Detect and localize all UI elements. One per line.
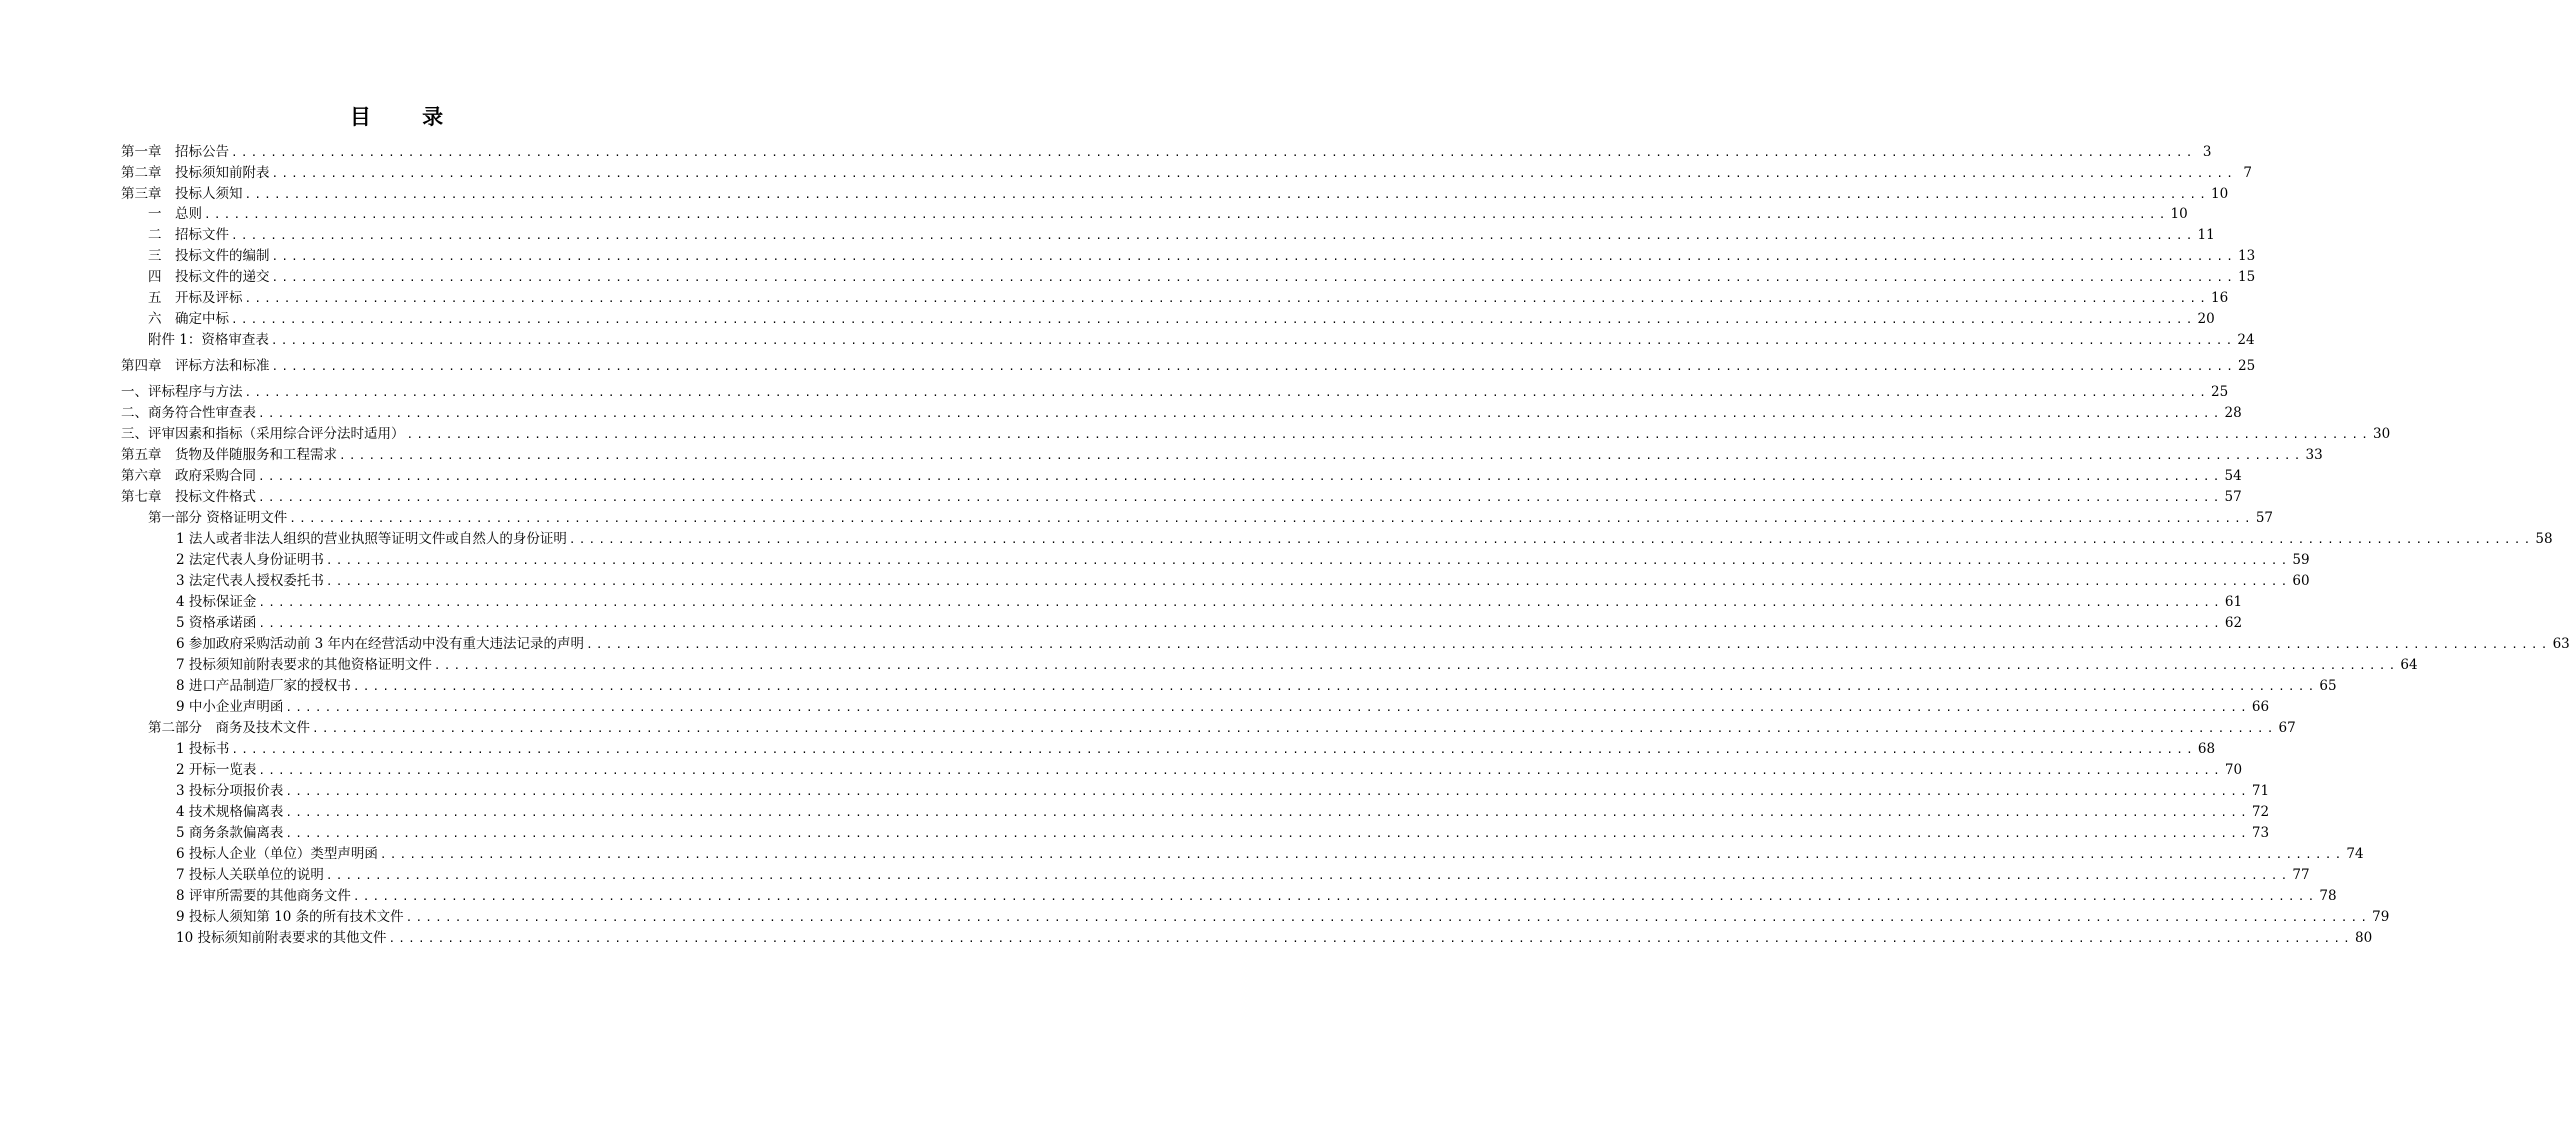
- toc-entry[interactable]: [176, 760, 2243, 780]
- dot-leader: ........................................................................................................................................................................................................: [352, 890, 2318, 903]
- toc-entry-label: 第一章 招标公告: [121, 144, 229, 160]
- toc-entry-page-number: 68: [2197, 741, 2216, 757]
- toc-entry[interactable]: [121, 487, 2242, 507]
- dot-leader: ........................................................................................................................................................................................................: [405, 911, 2371, 924]
- toc-entry-page-number: 67: [2278, 720, 2296, 736]
- dot-leader: ........................................................................................................................................................................................................: [258, 596, 2223, 609]
- toc-entry-page-number: 58: [2535, 531, 2553, 547]
- toc-entry-page-number: 15: [2238, 269, 2256, 285]
- dot-leader: ........................................................................................................................................................................................................: [258, 491, 2223, 504]
- toc-entry-page-number: 77: [2292, 867, 2310, 883]
- toc-entry[interactable]: [148, 330, 2255, 350]
- toc-entry-label: 9 中小企业声明函: [176, 699, 284, 715]
- toc-entry[interactable]: [121, 184, 2229, 204]
- dot-leader: ........................................................................................................................................................................................................: [568, 533, 2534, 546]
- toc-entry-label: 四 投标文件的递交: [148, 269, 270, 285]
- toc-entry-page-number: 63: [2552, 636, 2570, 652]
- toc-entry[interactable]: [176, 907, 2390, 927]
- toc-entry[interactable]: [148, 508, 2273, 528]
- toc-entry-label: 1 投标书: [176, 741, 230, 757]
- dot-leader: ........................................................................................................................................................................................................: [285, 701, 2250, 714]
- dot-leader: ........................................................................................................................................................................................................: [339, 449, 2304, 462]
- dot-leader: ........................................................................................................................................................................................................: [285, 806, 2250, 819]
- toc-entry[interactable]: [176, 928, 2373, 948]
- dot-leader: ........................................................................................................................................................................................................: [285, 785, 2250, 798]
- toc-entry-page-number: 71: [2251, 783, 2270, 799]
- toc-entry-label: 一、评标程序与方法: [121, 384, 243, 400]
- toc-entry-label: 10 投标须知前附表要求的其他文件: [176, 930, 387, 946]
- toc-entry-page-number: 79: [2372, 909, 2390, 925]
- toc-entry-page-number: 30: [2373, 426, 2391, 442]
- toc-entry[interactable]: [148, 204, 2188, 224]
- toc-entry-page-number: 70: [2224, 762, 2243, 778]
- toc-entry-label: 5 商务条款偏离表: [176, 825, 284, 841]
- toc-entry-label: 第七章 投标文件格式: [121, 489, 256, 505]
- toc-entry-page-number: 20: [2197, 311, 2215, 327]
- toc-entry-page-number: 62: [2224, 615, 2243, 631]
- toc-entry-label: 第五章 货物及伴随服务和工程需求: [121, 447, 337, 463]
- toc-entry-page-number: 57: [2224, 489, 2242, 505]
- toc-entry[interactable]: [121, 142, 2212, 162]
- dot-leader: ........................................................................................................................................................................................................: [270, 334, 2236, 347]
- dot-leader: ........................................................................................................................................................................................................: [325, 554, 2291, 567]
- toc-entry[interactable]: [148, 288, 2229, 308]
- toc-entry[interactable]: [176, 697, 2270, 717]
- toc-entry-page-number: 57: [2255, 510, 2273, 526]
- toc-entry-label: 六 确定中标: [148, 311, 229, 327]
- toc-entry-label: 二、商务符合性审查表: [121, 405, 256, 421]
- toc-entry[interactable]: [176, 739, 2216, 759]
- toc-entry-page-number: 60: [2292, 573, 2310, 589]
- toc-entry-label: 9 投标人须知第 10 条的所有技术文件: [176, 909, 404, 925]
- toc-entry-page-number: 80: [2355, 930, 2373, 946]
- dot-leader: ........................................................................................................................................................................................................: [244, 292, 2210, 305]
- toc-entry-page-number: 13: [2238, 248, 2256, 264]
- toc-entry-page-number: 64: [2400, 657, 2418, 673]
- toc-entry-page-number: 54: [2224, 468, 2242, 484]
- toc-entry[interactable]: [176, 865, 2310, 885]
- dot-leader: ........................................................................................................................................................................................................: [271, 167, 2237, 180]
- toc-entry-label: 附件 1：资格审查表: [148, 332, 269, 348]
- toc-entry[interactable]: [121, 466, 2242, 486]
- toc-entry[interactable]: [176, 529, 2553, 549]
- toc-entry[interactable]: [176, 592, 2243, 612]
- toc-entry[interactable]: [148, 225, 2215, 245]
- dot-leader: ........................................................................................................................................................................................................: [244, 188, 2210, 201]
- toc-entry-page-number: 65: [2319, 678, 2337, 694]
- toc-entry-label: 2 开标一览表: [176, 762, 257, 778]
- toc-entry[interactable]: [148, 309, 2215, 329]
- toc-entry-page-number: 25: [2211, 384, 2229, 400]
- toc-entry-label: 3 法定代表人授权委托书: [176, 573, 324, 589]
- toc-entry-label: 7 投标人关联单位的说明: [176, 867, 324, 883]
- toc-entry[interactable]: [121, 163, 2253, 183]
- toc-entry-page-number: 28: [2224, 405, 2242, 421]
- toc-entry[interactable]: [176, 844, 2364, 864]
- dot-leader: ........................................................................................................................................................................................................: [586, 638, 2551, 651]
- toc-entry-label: 7 投标须知前附表要求的其他资格证明文件: [176, 657, 432, 673]
- dot-leader: ........................................................................................................................................................................................................: [258, 407, 2223, 420]
- toc-entry[interactable]: [176, 571, 2310, 591]
- dot-leader: ........................................................................................................................................................................................................: [289, 512, 2254, 525]
- toc-entry-label: 1 法人或者非法人组织的营业执照等证明文件或自然人的身份证明: [176, 531, 567, 547]
- dot-leader: ........................................................................................................................................................................................................: [433, 659, 2399, 672]
- toc-entry[interactable]: [176, 823, 2270, 843]
- toc-entry-label: 第四章 评标方法和标准: [121, 358, 270, 374]
- dot-leader: ........................................................................................................................................................................................................: [231, 229, 2196, 242]
- toc-entry-page-number: 33: [2305, 447, 2323, 463]
- toc-entry[interactable]: [176, 634, 2570, 654]
- toc-entry[interactable]: [176, 886, 2337, 906]
- toc-entry[interactable]: [121, 445, 2323, 465]
- toc-entry[interactable]: [148, 267, 2256, 287]
- dot-leader: ........................................................................................................................................................................................................: [352, 680, 2318, 693]
- toc-entry[interactable]: [176, 550, 2310, 570]
- toc-entry-page-number: 24: [2237, 332, 2255, 348]
- dot-leader: ........................................................................................................................................................................................................: [244, 386, 2210, 399]
- toc-entry-label: 一 总则: [148, 206, 202, 222]
- toc-entry-label: 6 参加政府采购活动前 3 年内在经营活动中没有重大违法记录的声明: [176, 636, 585, 652]
- toc-entry-label: 二 招标文件: [148, 227, 229, 243]
- toc-entry[interactable]: [148, 246, 2256, 266]
- toc-entry-page-number: 10: [2170, 206, 2188, 222]
- dot-leader: ........................................................................................................................................................................................................: [406, 428, 2372, 441]
- toc-entry-page-number: 25: [2238, 358, 2256, 374]
- dot-leader: ........................................................................................................................................................................................................: [285, 827, 2250, 840]
- toc-entry-page-number: 61: [2224, 594, 2243, 610]
- toc-entry-page-number: 11: [2197, 227, 2215, 243]
- toc-entry[interactable]: [176, 655, 2418, 675]
- toc-entry[interactable]: [176, 613, 2243, 633]
- toc-entry-label: 三 投标文件的编制: [148, 248, 270, 264]
- toc-entry[interactable]: [176, 802, 2270, 822]
- toc-entry-label: 第一部分 资格证明文件: [148, 510, 288, 526]
- dot-leader: ........................................................................................................................................................................................................: [231, 146, 2196, 159]
- toc-entry-label: 第三章 投标人须知: [121, 186, 243, 202]
- toc-entry-label: 第二章 投标须知前附表: [121, 165, 270, 181]
- toc-entry-label: 第六章 政府采购合同: [121, 468, 256, 484]
- toc-entry-label: 三、评审因素和指标（采用综合评分法时适用）: [121, 426, 405, 442]
- toc-entry[interactable]: [121, 424, 2391, 444]
- toc-entry-page-number: 78: [2319, 888, 2337, 904]
- toc-entry-label: 第二部分 商务及技术文件: [148, 720, 310, 736]
- toc-entry-page-number: 66: [2251, 699, 2270, 715]
- toc-entry[interactable]: [148, 718, 2296, 738]
- toc-entry[interactable]: [121, 382, 2229, 402]
- toc-entry-page-number: 16: [2211, 290, 2229, 306]
- dot-leader: ........................................................................................................................................................................................................: [231, 743, 2196, 756]
- toc-entry-label: 2 法定代表人身份证明书: [176, 552, 324, 568]
- dot-leader: ........................................................................................................................................................................................................: [312, 722, 2277, 735]
- dot-leader: ........................................................................................................................................................................................................: [204, 208, 2169, 221]
- toc-entry-label: 4 投标保证金: [176, 594, 257, 610]
- toc-entry-label: 6 投标人企业（单位）类型声明函: [176, 846, 378, 862]
- toc-entry-label: 8 进口产品制造厂家的授权书: [176, 678, 351, 694]
- dot-leader: ........................................................................................................................................................................................................: [258, 764, 2223, 777]
- toc-entry[interactable]: [121, 356, 2256, 376]
- toc-entry-label: 3 投标分项报价表: [176, 783, 284, 799]
- page-title: 目 录: [349, 104, 466, 129]
- dot-leader: ........................................................................................................................................................................................................: [231, 313, 2196, 326]
- dot-leader: ........................................................................................................................................................................................................: [271, 360, 2237, 373]
- toc-entry[interactable]: [121, 403, 2242, 423]
- dot-leader: ........................................................................................................................................................................................................: [258, 470, 2223, 483]
- dot-leader: ........................................................................................................................................................................................................: [325, 575, 2291, 588]
- toc-entry-label: 五 开标及评标: [148, 290, 243, 306]
- toc-entry[interactable]: [176, 676, 2337, 696]
- dot-leader: ........................................................................................................................................................................................................: [388, 932, 2353, 945]
- toc-entry-page-number: 59: [2292, 552, 2310, 568]
- dot-leader: ........................................................................................................................................................................................................: [379, 848, 2345, 861]
- toc-entry-label: 4 技术规格偏离表: [176, 804, 284, 820]
- toc-entry[interactable]: [176, 781, 2270, 801]
- toc-entry-page-number: 7: [2243, 165, 2253, 181]
- dot-leader: ........................................................................................................................................................................................................: [325, 869, 2291, 882]
- toc-entry-page-number: 72: [2251, 804, 2270, 820]
- toc-entry-page-number: 73: [2251, 825, 2270, 841]
- dot-leader: ........................................................................................................................................................................................................: [258, 617, 2223, 630]
- toc-entry-page-number: 74: [2346, 846, 2364, 862]
- toc-entry-page-number: 3: [2202, 144, 2212, 160]
- toc-entry-label: 5 资格承诺函: [176, 615, 257, 631]
- toc-entry-page-number: 10: [2211, 186, 2229, 202]
- toc-entry-label: 8 评审所需要的其他商务文件: [176, 888, 351, 904]
- dot-leader: ........................................................................................................................................................................................................: [271, 250, 2237, 263]
- dot-leader: ........................................................................................................................................................................................................: [271, 271, 2237, 284]
